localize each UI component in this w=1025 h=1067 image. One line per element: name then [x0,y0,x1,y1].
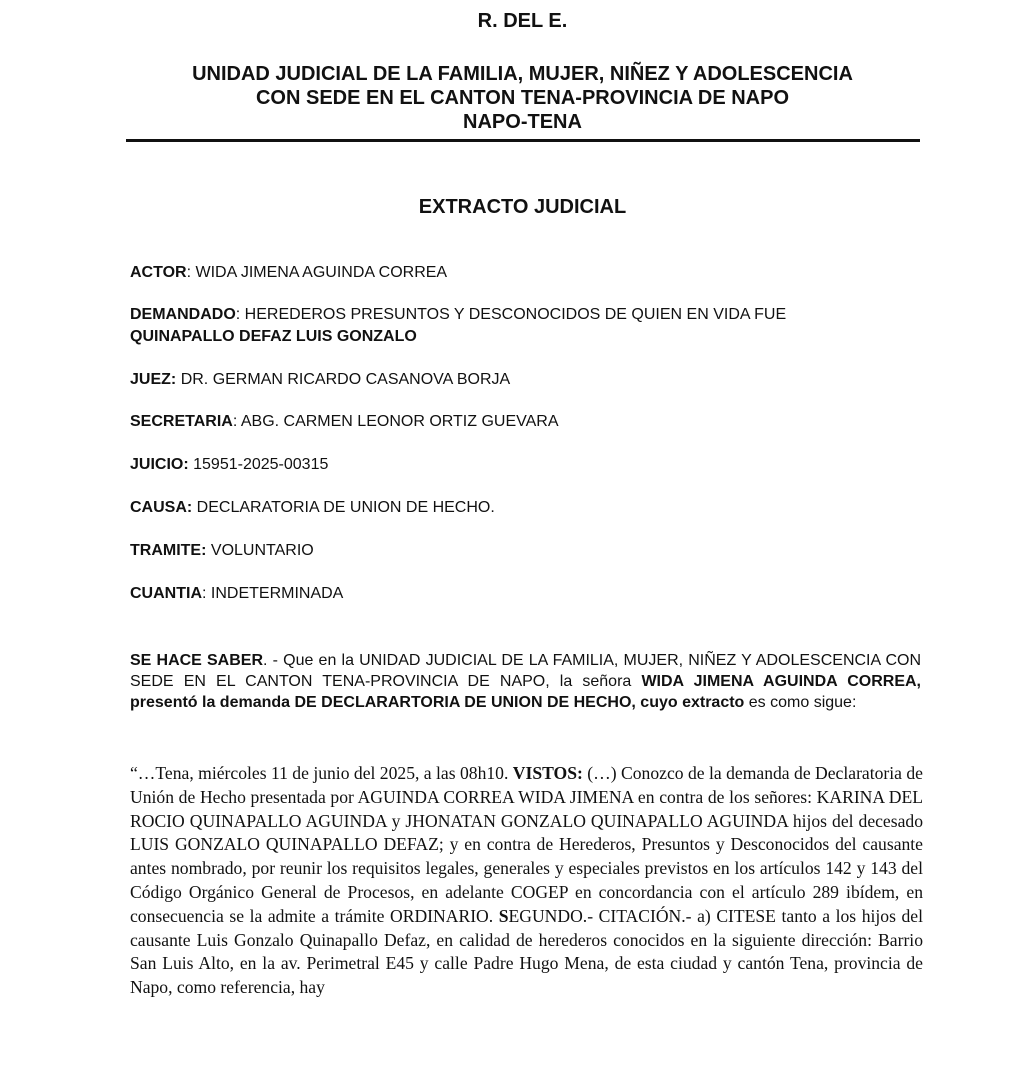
field-causa-label: CAUSA: [130,499,193,516]
field-juicio-value: 15951-2025-00315 [193,456,329,473]
extract-text-1: “…Tena, miércoles 11 de junio del 2025, a las 08h10. [130,763,513,783]
notice-text-2: es como sigue: [744,694,857,711]
field-secretaria-label: SECRETARIA [130,413,233,430]
field-demandado-label: DEMANDADO [130,306,236,323]
document-header-title: R. DEL E. [477,10,568,32]
field-demandado-value-bold: QUINAPALLO DEFAZ LUIS GONZALO [130,328,417,345]
header-divider [126,139,920,142]
field-causa-value: DECLARATORIA DE UNION DE HECHO. [196,499,495,516]
field-tramite [130,540,920,562]
field-tramite-value: VOLUNTARIO [210,542,314,559]
notice-lead: SE HACE SABER [130,652,264,669]
field-actor: ACTOR: WIDA JIMENA AGUINDA CORREA [130,264,448,281]
field-cuantia-value: INDETERMINADA [210,585,344,602]
field-juicio-label: JUICIO: [130,456,189,473]
extract-bold-segundo: S [498,905,509,926]
notice-paragraph [130,650,921,713]
field-juicio [130,454,920,476]
field-juez-label: JUEZ: [130,371,177,388]
field-juez-value: DR. GERMAN RICARDO CASANOVA BORJA [180,371,511,388]
field-cuantia: CUANTIA: INDETERMINADA [130,585,344,602]
field-secretaria-value: ABG. CARMEN LEONOR ORTIZ GUEVARA [240,413,559,430]
court-name [100,62,945,134]
court-line-1: UNIDAD JUDICIAL DE LA FAMILIA, MUJER, NIÑEZ Y ADOLESCENCIA [192,63,853,85]
field-cuantia-label: CUANTIA [130,585,202,602]
notice-text-1: . - Que en la UNIDAD JUDICIAL DE LA FAMILIA, MUJER, NIÑEZ Y ADOLESCENCIA CON SEDE EN EL CANTON TENA-PROVINCIA DE NAPO, la señora [130,652,922,690]
field-causa [130,497,920,519]
document-title: EXTRACTO JUDICIAL [418,196,627,218]
extract-text-3: EGUNDO.- CITACIÓN.- a) CITESE tanto a los hijos del causante Luis Gonzalo Quinapallo Defaz, en calidad de herederos conocidos en la siguiente dirección: Barrio San Luis Alto, en la av. Perimetral E45 y calle Padre Hugo Mena, de esta ciudad y cantón Tena, provincia de Napo, como referencia, hay [130,905,923,998]
field-demandado-value: HEREDEROS PRESUNTOS Y DESCONOCIDOS DE QUIEN EN VIDA FUE [244,306,787,323]
extract-paragraph [130,762,923,1000]
field-actor-value: WIDA JIMENA AGUINDA CORREA [195,264,448,281]
court-line-2: CON SEDE EN EL CANTON TENA-PROVINCIA DE NAPO [255,87,790,109]
field-juez [130,369,920,391]
field-tramite-label: TRAMITE: [130,542,207,559]
extract-text-2: (…) Conozco de la demanda de Declaratoria de Unión de Hecho presentada por AGUINDA CORREA WIDA JIMENA en contra de los señores: KARINA DEL ROCIO QUINAPALLO AGUINDA y JHONATAN GONZALO QUINAPALLO AGUINDA hijos del decesado LUIS GONZALO QUINAPALLO DEFAZ; y en contra de Herederos, Presuntos y Desconocidos del causante antes nombrado, por reunir los requisitos legales, generales y especiales previstos en los artículos 142 y 143 del Código Orgánico General de Procesos, en adelante COGEP en concordancia con el artículo 289 ibídem, en consecuencia se la admite a trámite ORDINARIO. [130,763,923,926]
notice-bold-1: WIDA JIMENA AGUINDA CORREA, presentó la demanda DE DECLARARTORIA DE UNION DE HECHO, cuyo extracto [130,673,922,711]
court-line-3: NAPO-TENA [463,111,582,133]
field-secretaria: SECRETARIA: ABG. CARMEN LEONOR ORTIZ GUEVARA [130,413,559,430]
field-demandado: DEMANDADO: HEREDEROS PRESUNTOS Y DESCONOCIDOS DE QUIEN EN VIDA FUE QUINAPALLO DEFAZ LUIS GONZALO [130,306,787,345]
field-actor-label: ACTOR [130,264,187,281]
extract-bold-vistos: VISTOS: [512,763,583,783]
